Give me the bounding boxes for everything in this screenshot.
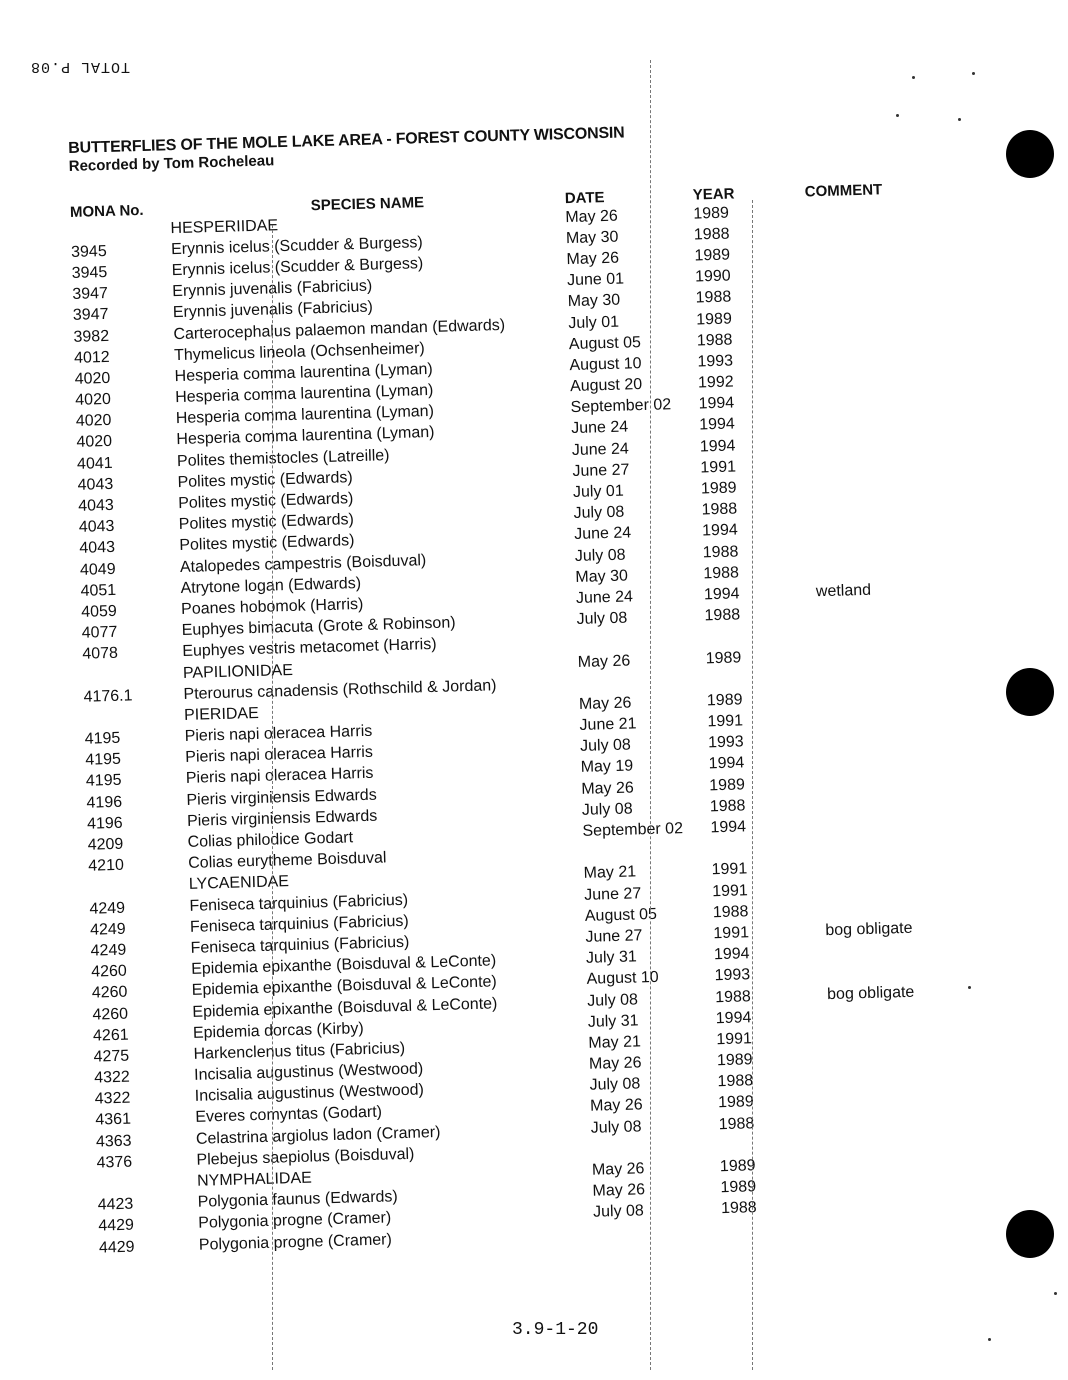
year-cell: 1988 — [693, 225, 730, 244]
scan-speck — [988, 1338, 991, 1341]
year-cell: 1992 — [697, 373, 734, 392]
date-cell: August 05 — [584, 905, 658, 925]
species-cell: Erynnis icelus (Scudder & Burgess) — [170, 233, 423, 258]
binder-hole-icon — [1006, 668, 1054, 716]
species-cell: Hesperia comma laurentina (Lyman) — [174, 360, 433, 386]
species-cell: Polites mystic (Edwards) — [179, 532, 355, 555]
mona-cell: 4195 — [85, 772, 122, 791]
date-cell: July 31 — [587, 1012, 639, 1031]
scan-speck — [896, 114, 899, 117]
species-cell: Pterourus canadensis (Rothschild & Jordan) — [183, 676, 497, 703]
mona-cell: 4249 — [90, 941, 127, 960]
date-cell: May 21 — [588, 1033, 642, 1052]
mona-cell — [89, 875, 190, 899]
year-cell: 1988 — [702, 543, 739, 562]
year-cell: 1989 — [694, 246, 731, 265]
mona-cell: 4043 — [77, 496, 115, 515]
mona-cell: 4363 — [95, 1132, 132, 1151]
year-cell: 1990 — [694, 267, 731, 286]
scan-speck — [912, 76, 915, 79]
mona-cell: 4020 — [75, 412, 112, 431]
date-cell: August 10 — [586, 969, 659, 989]
mona-cell: 4275 — [93, 1047, 130, 1066]
mona-cell: 4043 — [77, 475, 114, 494]
year-cell: 1989 — [716, 1051, 753, 1070]
mona-cell: 4261 — [92, 1026, 129, 1045]
comment-cell: bog obligate — [825, 919, 913, 940]
year-cell — [721, 1217, 834, 1241]
species-cell: Hesperia comma laurentina (Lyman) — [174, 381, 434, 407]
date-cell: May 19 — [580, 757, 634, 777]
year-cell: 1989 — [719, 1157, 756, 1176]
mona-cell: 4376 — [96, 1153, 133, 1172]
date-cell: June 24 — [571, 440, 630, 459]
species-cell: Celastrina argiolus ladon (Cramer) — [195, 1123, 441, 1148]
date-cell: May 26 — [577, 652, 631, 671]
species-cell: Erynnis juvenalis (Fabricius) — [172, 298, 374, 322]
date-cell: June 21 — [579, 715, 637, 735]
mona-cell — [70, 218, 171, 242]
year-cell: 1989 — [720, 1178, 757, 1197]
mona-cell: 4322 — [94, 1089, 131, 1108]
mona-cell: 4041 — [76, 454, 113, 473]
date-cell: May 26 — [581, 779, 635, 798]
mona-cell: 4078 — [82, 645, 119, 664]
year-cell: 1994 — [708, 754, 745, 773]
mona-cell — [84, 705, 185, 729]
date-cell: June 27 — [585, 927, 643, 946]
species-cell: Polygonia progne (Cramer) — [198, 1209, 392, 1233]
mona-cell: 4322 — [93, 1068, 131, 1087]
mona-cell: 4260 — [92, 1005, 129, 1024]
date-cell: July 08 — [587, 990, 639, 1010]
species-cell: Plebejus saepiolus (Boisduval) — [196, 1145, 415, 1169]
date-cell: July 08 — [573, 503, 625, 523]
mona-cell: 3945 — [71, 263, 108, 282]
mona-cell: 4020 — [76, 433, 113, 452]
mona-cell: 3947 — [72, 285, 109, 304]
date-cell: June 24 — [571, 418, 629, 438]
year-cell: 1988 — [703, 564, 740, 583]
species-cell: Feniseca tarquinius (Fabricius) — [189, 891, 409, 915]
date-cell: July 08 — [592, 1202, 645, 1222]
document-title: BUTTERFLIES OF THE MOLE LAKE AREA - FOREST COUNTY WISCONSIN — [68, 124, 625, 157]
date-cell: June 27 — [584, 884, 642, 904]
year-cell: 1988 — [717, 1072, 754, 1091]
binder-hole-icon — [1006, 1210, 1054, 1258]
year-cell: 1993 — [707, 733, 744, 752]
date-cell: August 05 — [568, 333, 642, 353]
mona-cell: 4249 — [89, 920, 126, 939]
mona-cell: 3947 — [72, 306, 109, 325]
species-cell: Carterocephalus palaemon mandan (Edwards) — [173, 316, 506, 343]
year-cell: 1991 — [700, 458, 737, 477]
mona-cell: 4077 — [81, 623, 118, 642]
year-column-header: YEAR — [692, 185, 735, 204]
date-cell: September 02 — [582, 820, 684, 840]
scan-speck — [968, 986, 971, 989]
species-column-header: SPECIES NAME — [310, 194, 425, 215]
species-cell: Feniseca tarquinius (Fabricius) — [189, 912, 409, 936]
species-cell: Erynnis juvenalis (Fabricius) — [172, 277, 373, 301]
species-cell: Pieris napi oleracea Harris — [184, 722, 373, 746]
species-cell: Epidemia epixanthe (Boisduval & LeConte) — [192, 994, 498, 1021]
year-cell: 1988 — [720, 1199, 757, 1218]
date-cell: May 30 — [567, 291, 621, 311]
year-cell: 1994 — [703, 585, 740, 604]
species-cell: Polygonia faunus (Edwards) — [197, 1188, 398, 1212]
species-cell: Hesperia comma laurentina (Lyman) — [176, 424, 435, 449]
species-cell: Pieris virginiensis Edwards — [186, 786, 377, 809]
year-cell: 1989 — [717, 1093, 754, 1112]
species-cell: Colias philodice Godart — [187, 829, 354, 851]
mona-cell: 4043 — [79, 539, 116, 558]
species-cell: Incisalia augustinus (Westwood) — [193, 1060, 424, 1084]
mona-cell: 4012 — [73, 348, 110, 367]
species-cell: Euphyes bimacuta (Grote & Robinson) — [181, 614, 456, 640]
species-cell: Thymelicus lineola (Ochsenheimer) — [173, 339, 425, 364]
year-cell: 1989 — [706, 691, 743, 710]
mona-cell: 4196 — [86, 814, 123, 833]
date-cell: July 08 — [574, 546, 626, 565]
date-cell: May 30 — [575, 567, 629, 586]
species-cell: Epidemia epixanthe (Boisduval & LeConte) — [190, 952, 497, 979]
date-cell: May 26 — [592, 1181, 646, 1200]
year-cell: 1991 — [716, 1030, 753, 1049]
scan-speck — [958, 118, 961, 121]
date-cell: August 20 — [569, 376, 643, 396]
year-cell: 1988 — [695, 288, 732, 307]
comment-cell: wetland — [815, 581, 872, 601]
species-table — [69, 161, 974, 1259]
species-cell: Epidemia dorcas (Kirby) — [192, 1019, 364, 1042]
date-cell: July 08 — [579, 736, 632, 756]
year-cell: 1989 — [700, 479, 737, 498]
mona-cell: 4020 — [75, 391, 112, 409]
date-cell: July 01 — [568, 313, 620, 332]
date-cell: May 26 — [588, 1054, 642, 1073]
fax-page-total-header: TOTAL P.08 — [30, 58, 131, 75]
species-cell: Polites mystic (Edwards) — [177, 490, 354, 513]
year-cell: 1989 — [709, 776, 746, 794]
species-cell: NYMPHALIDAE — [196, 1169, 313, 1190]
year-cell: 1994 — [710, 818, 747, 837]
species-cell: Hesperia comma laurentina (Lyman) — [175, 403, 435, 428]
mona-cell: 4209 — [87, 835, 124, 854]
species-cell: Erynnis icelus (Scudder & Burgess) — [171, 255, 424, 280]
date-column-header: DATE — [564, 189, 605, 208]
column-rule — [752, 200, 753, 1370]
scan-speck — [1054, 1292, 1057, 1295]
date-cell: July 31 — [585, 948, 637, 968]
year-cell: 1991 — [711, 881, 749, 900]
comment-cell: bog obligate — [826, 983, 915, 1003]
species-cell: Polites mystic (Edwards) — [177, 469, 353, 491]
species-rows — [70, 197, 974, 1259]
date-cell: May 26 — [591, 1160, 645, 1179]
species-cell: LYCAENIDAE — [188, 873, 290, 894]
mona-cell: 4260 — [91, 984, 128, 1003]
column-rule — [272, 225, 273, 1370]
mona-cell: 4429 — [98, 1216, 135, 1235]
mona-cell: 4210 — [88, 856, 125, 875]
species-cell: Atrytone logan (Edwards) — [180, 574, 362, 597]
date-cell: June 24 — [575, 588, 634, 607]
year-cell: 1989 — [696, 310, 733, 329]
binder-hole-icon — [1006, 130, 1054, 178]
date-cell: May 26 — [565, 207, 619, 226]
species-cell: Everes comyntas (Godart) — [195, 1104, 383, 1127]
year-cell: 1988 — [714, 987, 752, 1006]
species-cell: Pieris napi oleracea Harris — [185, 744, 374, 767]
date-cell: June 01 — [566, 270, 625, 290]
mona-cell: 4423 — [97, 1195, 134, 1214]
date-cell: May 26 — [578, 694, 632, 713]
mona-cell: 4195 — [85, 751, 122, 770]
mona-column-header: MONA No. — [69, 201, 144, 221]
date-cell: July 08 — [576, 609, 628, 629]
species-cell: Harkenclenus titus (Fabricius) — [193, 1039, 406, 1063]
document-subtitle: Recorded by Tom Rocheleau — [68, 152, 275, 175]
date-cell: July 01 — [572, 482, 624, 502]
date-cell: July 08 — [581, 800, 633, 819]
date-cell: May 30 — [565, 228, 619, 247]
mona-cell: 4176.1 — [83, 687, 133, 706]
year-cell: 1994 — [713, 945, 750, 964]
date-cell: May 26 — [566, 249, 620, 269]
date-cell: August 10 — [569, 354, 642, 374]
butterfly-record-sheet — [68, 115, 979, 1258]
species-cell: PAPILIONIDAE — [182, 661, 294, 682]
mona-cell: 4020 — [74, 369, 111, 388]
date-cell: July 08 — [590, 1118, 642, 1137]
date-cell: September 02 — [570, 396, 672, 417]
year-cell: 1994 — [715, 1008, 752, 1027]
species-cell: Atalopedes campestris (Boisduval) — [179, 551, 427, 576]
year-cell: 1991 — [711, 860, 748, 879]
date-cell: June 24 — [573, 524, 632, 544]
scan-speck — [972, 72, 975, 75]
column-rule — [650, 60, 651, 1370]
date-cell: June 27 — [572, 461, 630, 480]
year-cell: 1994 — [698, 415, 736, 434]
date-cell — [593, 1220, 722, 1245]
mona-cell — [83, 663, 184, 687]
year-cell: 1993 — [714, 966, 751, 985]
year-cell: 1988 — [709, 797, 746, 816]
mona-cell: 4195 — [84, 729, 121, 748]
year-cell: 1994 — [701, 521, 738, 540]
date-cell: July 08 — [589, 1075, 641, 1095]
mona-cell: 4260 — [91, 962, 128, 981]
mona-cell: 3945 — [70, 242, 107, 261]
mona-cell: 4049 — [79, 560, 116, 579]
mona-cell: 4196 — [86, 793, 123, 812]
mona-cell: 4429 — [98, 1238, 135, 1257]
species-cell: Polites mystic (Edwards) — [178, 511, 355, 534]
species-cell: PIERIDAE — [183, 704, 260, 724]
species-cell: Polygonia progne (Cramer) — [198, 1230, 393, 1254]
mona-cell — [97, 1171, 198, 1195]
species-cell: Pieris virginiensis Edwards — [186, 807, 378, 830]
page-number: 3.9-1-20 — [512, 1320, 599, 1340]
year-cell: 1989 — [705, 648, 742, 667]
year-cell: 1991 — [707, 712, 744, 731]
species-cell: Incisalia augustinus (Westwood) — [194, 1081, 425, 1106]
species-cell: Polites themistocles (Latreille) — [176, 446, 390, 470]
species-cell: Euphyes vestris metacomet (Harris) — [182, 636, 437, 661]
year-cell: 1988 — [704, 606, 741, 625]
comment-column-header: COMMENT — [804, 181, 883, 201]
mona-cell: 4059 — [80, 602, 118, 621]
date-cell: May 26 — [589, 1096, 643, 1116]
year-cell: 1994 — [699, 437, 736, 456]
mona-cell: 4051 — [80, 581, 117, 600]
species-cell: HESPERIIDAE — [170, 216, 279, 237]
mona-cell: 4043 — [78, 518, 115, 537]
year-cell: 1991 — [713, 924, 750, 943]
species-cell: Colias eurytheme Boisduval — [188, 849, 387, 873]
mona-cell: 4361 — [95, 1111, 132, 1130]
mona-cell: 4249 — [89, 899, 126, 918]
year-cell: 1994 — [698, 394, 735, 413]
species-cell: Epidemia epixanthe (Boisduval & LeConte) — [191, 973, 497, 1000]
year-cell: 1988 — [701, 500, 738, 519]
year-cell: 1993 — [697, 352, 734, 371]
species-cell: Poanes hobomok (Harris) — [180, 595, 364, 618]
mona-cell: 3982 — [73, 327, 110, 346]
species-cell: Pieris napi oleracea Harris — [185, 765, 374, 788]
date-cell: May 21 — [583, 863, 637, 883]
species-cell: Feniseca tarquinius (Fabricius) — [190, 933, 410, 957]
year-cell: 1988 — [712, 903, 749, 922]
year-cell: 1989 — [693, 204, 730, 223]
comment-cell — [833, 1213, 974, 1238]
year-cell: 1988 — [718, 1114, 755, 1133]
year-cell: 1988 — [696, 331, 733, 350]
